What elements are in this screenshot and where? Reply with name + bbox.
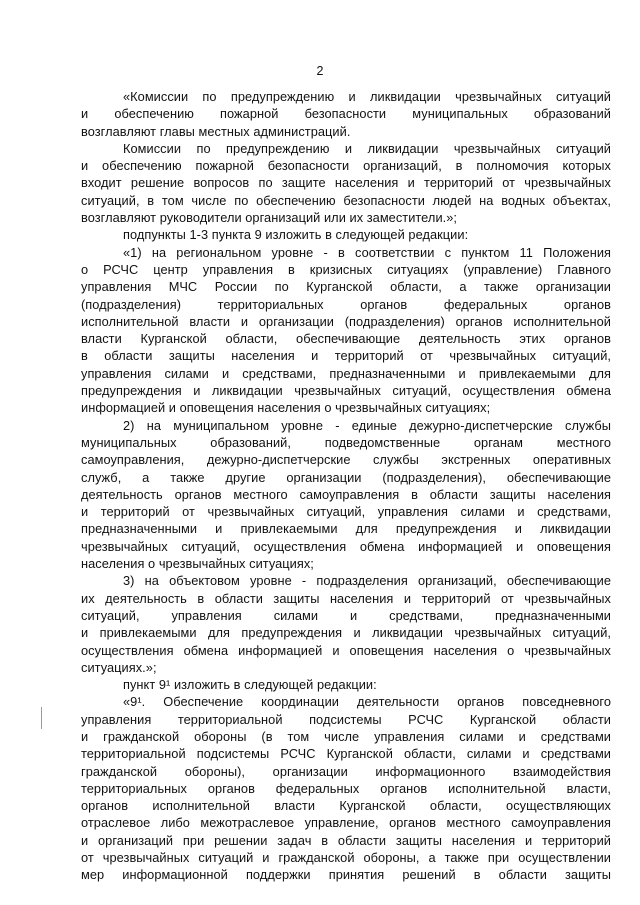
text-line: власти Курганской области, обеспечивающие деятельность этих органов (81, 331, 611, 347)
text-line: информацией и оповещения населения о чрезвычайных ситуациях; (81, 400, 491, 416)
text-line: территориальных органов федеральных органов исполнительной власти, (81, 780, 611, 796)
text-line: «Комиссии по предупреждению и ликвидации чрезвычайных ситуаций (123, 89, 611, 104)
margin-mark (41, 707, 42, 729)
text-line: возглавляют руководители организаций или их заместители.»; (81, 210, 458, 226)
text-line: предупреждения и ликвидации чрезвычайных ситуаций, осуществления обмена (81, 383, 611, 399)
text-line: «1) на региональном уровне - в соответствии с пунктом 11 Положения (123, 244, 611, 260)
document-body (81, 88, 611, 884)
text-line: входит решение вопросов по защите населения и территорий от чрезвычайных (81, 175, 611, 191)
text-line: (подразделения) территориальных органов федеральных органов (81, 296, 611, 312)
text-line: деятельность органов местного самоуправления в области защиты населения (81, 486, 611, 502)
text-line: осуществления обмена информацией и оповещения населения о чрезвычайных (81, 642, 611, 658)
text-line: 2) на муниципальном уровне - единые дежурно-диспетчерские службы (123, 417, 611, 433)
page-number: 2 (316, 64, 324, 78)
text-line: самоуправления, дежурно-диспетчерские службы экстренных оперативных (81, 452, 611, 468)
text-line: и привлекаемыми для предупреждения и ликвидации чрезвычайных ситуаций, (81, 625, 611, 641)
text-line: ситуаций, управления силами и средствами, предназначенными (81, 607, 611, 623)
text-line: служб, а также другие организации (подразделения), обеспечивающие (81, 469, 611, 485)
text-line: о РСЧС центр управления в кризисных ситуациях (управление) Главного (81, 261, 611, 277)
text-line: муниципальных образований, подведомственные органам местного (81, 434, 611, 450)
text-line: их деятельность в области защиты населения и территорий от чрезвычайных (81, 590, 611, 606)
text-line: органов исполнительной власти Курганской области, осуществляющих (81, 798, 611, 814)
text-line: предназначенными и привлекаемыми для предупреждения и ликвидации (81, 521, 611, 537)
text-line: и территорий от чрезвычайных ситуаций, управления силами и средствами, (81, 504, 611, 520)
text-line: Комиссии по предупреждению и ликвидации чрезвычайных ситуаций (123, 140, 611, 156)
text-line: 3) на объектовом уровне - подразделения организаций, обеспечивающие (123, 573, 611, 589)
text-line: чрезвычайных ситуаций, осуществления обмена информацией и оповещения (81, 538, 611, 554)
text-line: и обеспечению пожарной безопасности организаций, в полномочия которых (81, 158, 611, 174)
text-line: «9¹. Обеспечение координации деятельности органов повседневного (123, 694, 611, 710)
text-line: от чрезвычайных ситуаций и гражданской обороны, а также при осуществлении (81, 850, 611, 866)
text-line: управления силами и средствами, предназначенными и привлекаемыми для (81, 365, 611, 381)
text-line: и гражданской обороны (в том числе управления силами и средствами (81, 728, 611, 744)
text-line: пункт 9¹ изложить в следующей редакции: (123, 677, 377, 693)
text-line: отраслевое либо межотраслевое управление, органов местного самоуправления (81, 815, 611, 831)
text-line: управления МЧС России по Курганской области, а также организации (81, 279, 611, 295)
text-line: исполнительной власти и организации (подразделения) органов исполнительной (81, 313, 611, 329)
text-line: территориальной подсистемы РСЧС Курганской области, силами и средствами (81, 746, 611, 762)
text-line: гражданской обороны), организации информационного взаимодействия (81, 763, 611, 779)
text-line: в области защиты населения и территорий от чрезвычайных ситуаций, (81, 348, 611, 364)
text-line: ситуаций, в том числе по обеспечению безопасности людей на водных объектах, (81, 192, 611, 208)
text-line: и обеспечению пожарной безопасности муниципальных образований (81, 106, 611, 122)
text-line: возглавляют главы местных администраций. (81, 123, 351, 139)
text-line: мер информационной поддержки принятия решений в области защиты (81, 867, 611, 883)
text-line: населения о чрезвычайных ситуациях; (81, 556, 314, 572)
text-line: ситуациях.»; (81, 659, 157, 675)
text-line: подпункты 1-3 пункта 9 изложить в следующей редакции: (123, 227, 469, 243)
text-line: управления территориальной подсистемы РСЧС Курганской области (81, 711, 611, 727)
text-line: и организаций при решении задач в области защиты населения и территорий (81, 832, 611, 848)
